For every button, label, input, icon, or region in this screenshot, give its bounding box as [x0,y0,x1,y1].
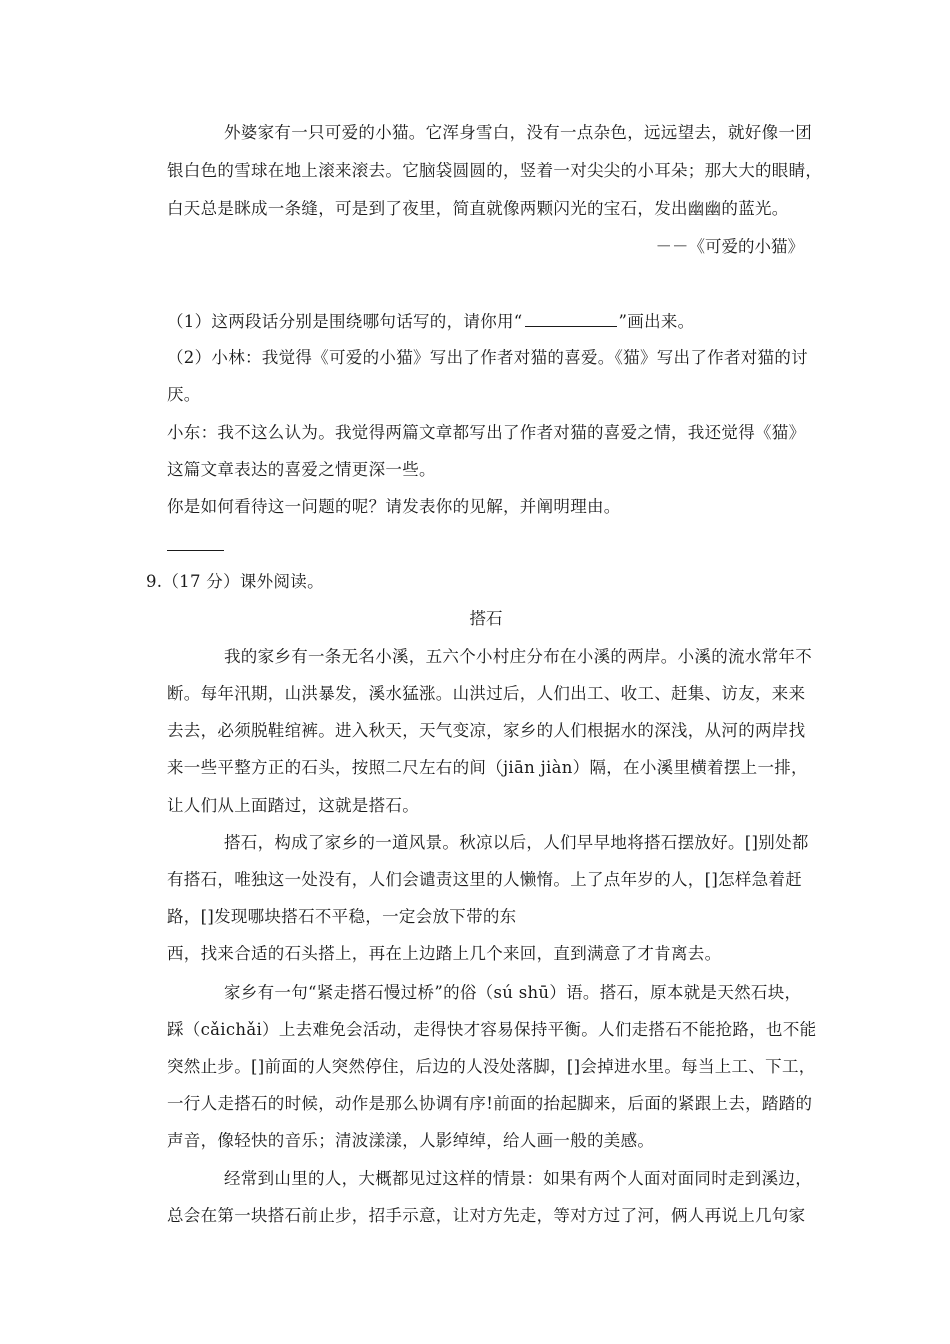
question-1-text-after: ”画出来。 [618,312,695,331]
para2-line-2: 有搭石，唯独这一处没有，人们会谴责这里的人懒惰。上了点年岁的人，[]怎样急着赶 [167,870,803,889]
passage1-source: －－《可爱的小猫》 [655,237,804,256]
para3-line-2: 踩（cǎichǎi）上去难免会活动，走得快才容易保持平衡。人们走搭石不能抢路，也不能 [167,1020,817,1039]
para1-line-2: 断。每年汛期，山洪暴发，溪水猛涨。山洪过后，人们出工、收工、赶集、访友，来来 [167,684,806,703]
answer-blank[interactable] [167,550,224,551]
passage1-line-3: 白天总是眯成一条缝，可是到了夜里，简直就像两颗闪光的宝石，发出幽幽的蓝光。 [167,199,789,218]
para3-line-1: 家乡有一句“紧走搭石慢过桥”的俗（sú shū）语。搭石，原本就是天然石块， [224,983,802,1002]
question-prompt: 你是如何看待这一问题的呢？请发表你的见解，并阐明理由。 [167,497,621,516]
para2-line-3: 路，[]发现哪块搭石不平稳，一定会放下带的东 [167,907,517,926]
para3-line-3: 突然止步。[]前面的人突然停住，后边的人没处落脚，[]会掉进水里。每当上工、下工， [167,1057,816,1076]
para3-line-5: 声音，像轻快的音乐；清波漾漾，人影绰绰，给人画一般的美感。 [167,1131,655,1150]
para2-line-1: 搭石，构成了家乡的一道风景。秋凉以后，人们早早地将搭石摆放好。[]别处都 [224,833,809,852]
question-1-text-before: （1）这两段话分别是围绕哪句话写的，请你用“ [167,312,523,331]
question-9-header: 9.（17 分）课外阅读。 [146,572,324,591]
para1-line-5: 让人们从上面踏过，这就是搭石。 [167,796,419,815]
para2-line-4: 西，找来合适的石头搭上，再在上边踏上几个来回，直到满意了才肯离去。 [167,944,722,963]
para3-line-4: 一行人走搭石的时候，动作是那么协调有序!前面的抬起脚来，后面的紧跟上去，踏踏的 [167,1094,813,1113]
para4-line-1: 经常到山里的人，大概都见过这样的情景：如果有两个人面对面同时走到溪边， [224,1169,812,1188]
para1-line-4: 来一些平整方正的石头，按照二尺左右的间（jiān jiàn）隔，在小溪里横着摆上一排， [167,758,808,777]
underline-sample [525,312,617,327]
question-2-line-1: （2）小林：我觉得《可爱的小猫》写出了作者对猫的喜爱。《猫》写出了作者对猫的讨 [167,348,808,367]
xiaodong-line-1: 小东：我不这么认为。我觉得两篇文章都写出了作者对猫的喜爱之情，我还觉得《猫》 [167,423,806,442]
para1-line-3: 去去，必须脱鞋绾裤。进入秋天，天气变凉，家乡的人们根据水的深浅，从河的两岸找 [167,721,806,740]
article-title: 搭石 [469,609,503,628]
xiaodong-line-2: 这篇文章表达的喜爱之情更深一些。 [167,460,436,479]
question-1 [167,312,694,332]
passage1-line-1: 外婆家有一只可爱的小猫。它浑身雪白，没有一点杂色，远远望去，就好像一团 [224,123,812,142]
para4-line-2: 总会在第一块搭石前止步，招手示意，让对方先走，等对方过了河，俩人再说上几句家 [167,1206,806,1225]
question-2-line-2: 厌。 [167,385,201,404]
para1-line-1: 我的家乡有一条无名小溪，五六个小村庄分布在小溪的两岸。小溪的流水常年不 [224,647,812,666]
passage1-line-2: 银白色的雪球在地上滚来滚去。它脑袋圆圆的，竖着一对尖尖的小耳朵；那大大的眼睛， [167,161,823,180]
